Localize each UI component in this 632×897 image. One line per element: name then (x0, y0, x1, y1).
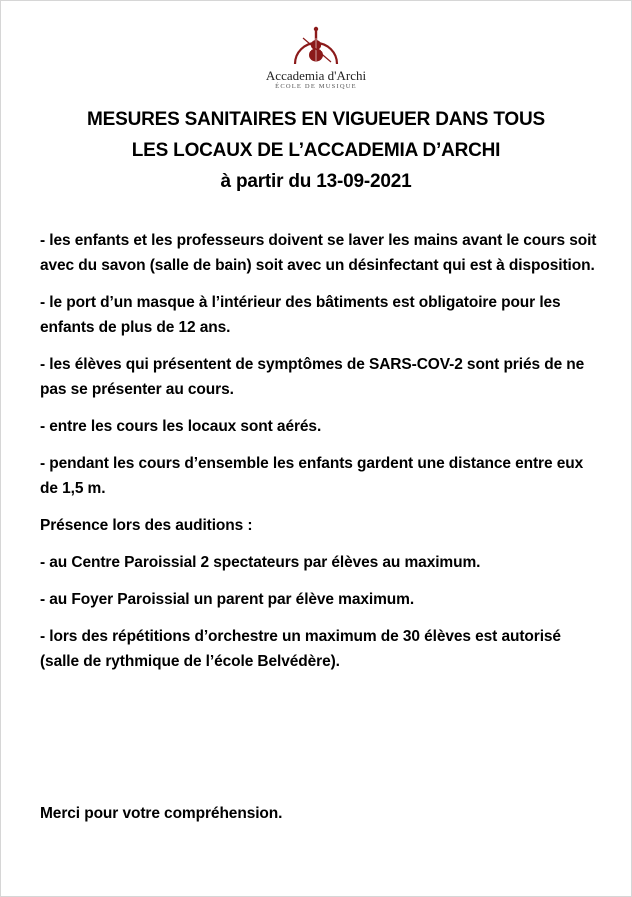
measure-mask: - le port d’un masque à l’intérieur des bâtiments est obligatoire pour les enfants de plus de 12 ans. (40, 294, 561, 336)
measure-distance: - pendant les cours d’ensemble les enfants gardent une distance entre eux de 1,5 m. (40, 455, 584, 497)
measure-symptoms: - les élèves qui présentent de symptômes de SARS-COV-2 sont priés de ne pas se présenter au cours. (40, 356, 585, 398)
measure-hand-washing: - les enfants et les professeurs doivent se laver les mains avant le cours soit avec du savon (salle de bain) soit avec un désinfectant qui est à disposition. (40, 232, 597, 274)
logo-subtitle: ÉCOLE DE MUSIQUE (275, 83, 357, 90)
violin-logo-icon (287, 24, 345, 68)
measure-ventilation: - entre les cours les locaux sont aérés. (40, 418, 322, 435)
closing-thanks: Merci pour votre compréhension. (40, 805, 283, 822)
title-line-2: LES LOCAUX DE L’ACCADEMIA D’ARCHI (131, 140, 501, 161)
title-line-1: MESURES SANITAIRES EN VIGUEUER DANS TOUS (87, 109, 545, 130)
measures-list (40, 228, 600, 686)
audition-centre-paroissial: - au Centre Paroissial 2 spectateurs par élèves au maximum. (40, 554, 481, 571)
audition-foyer-paroissial: - au Foyer Paroissial un parent par élève maximum. (40, 591, 415, 608)
orchestra-rehearsals: - lors des répétitions d’orchestre un maximum de 30 élèves est autorisé (salle de rythmique de l’école Belvédère). (40, 628, 561, 670)
auditions-heading: Présence lors des auditions : (40, 517, 253, 534)
logo (0, 24, 632, 91)
document-title (0, 104, 632, 197)
logo-name: Accademia d'Archi (265, 68, 367, 83)
title-line-3: à partir du 13-09-2021 (220, 171, 412, 192)
